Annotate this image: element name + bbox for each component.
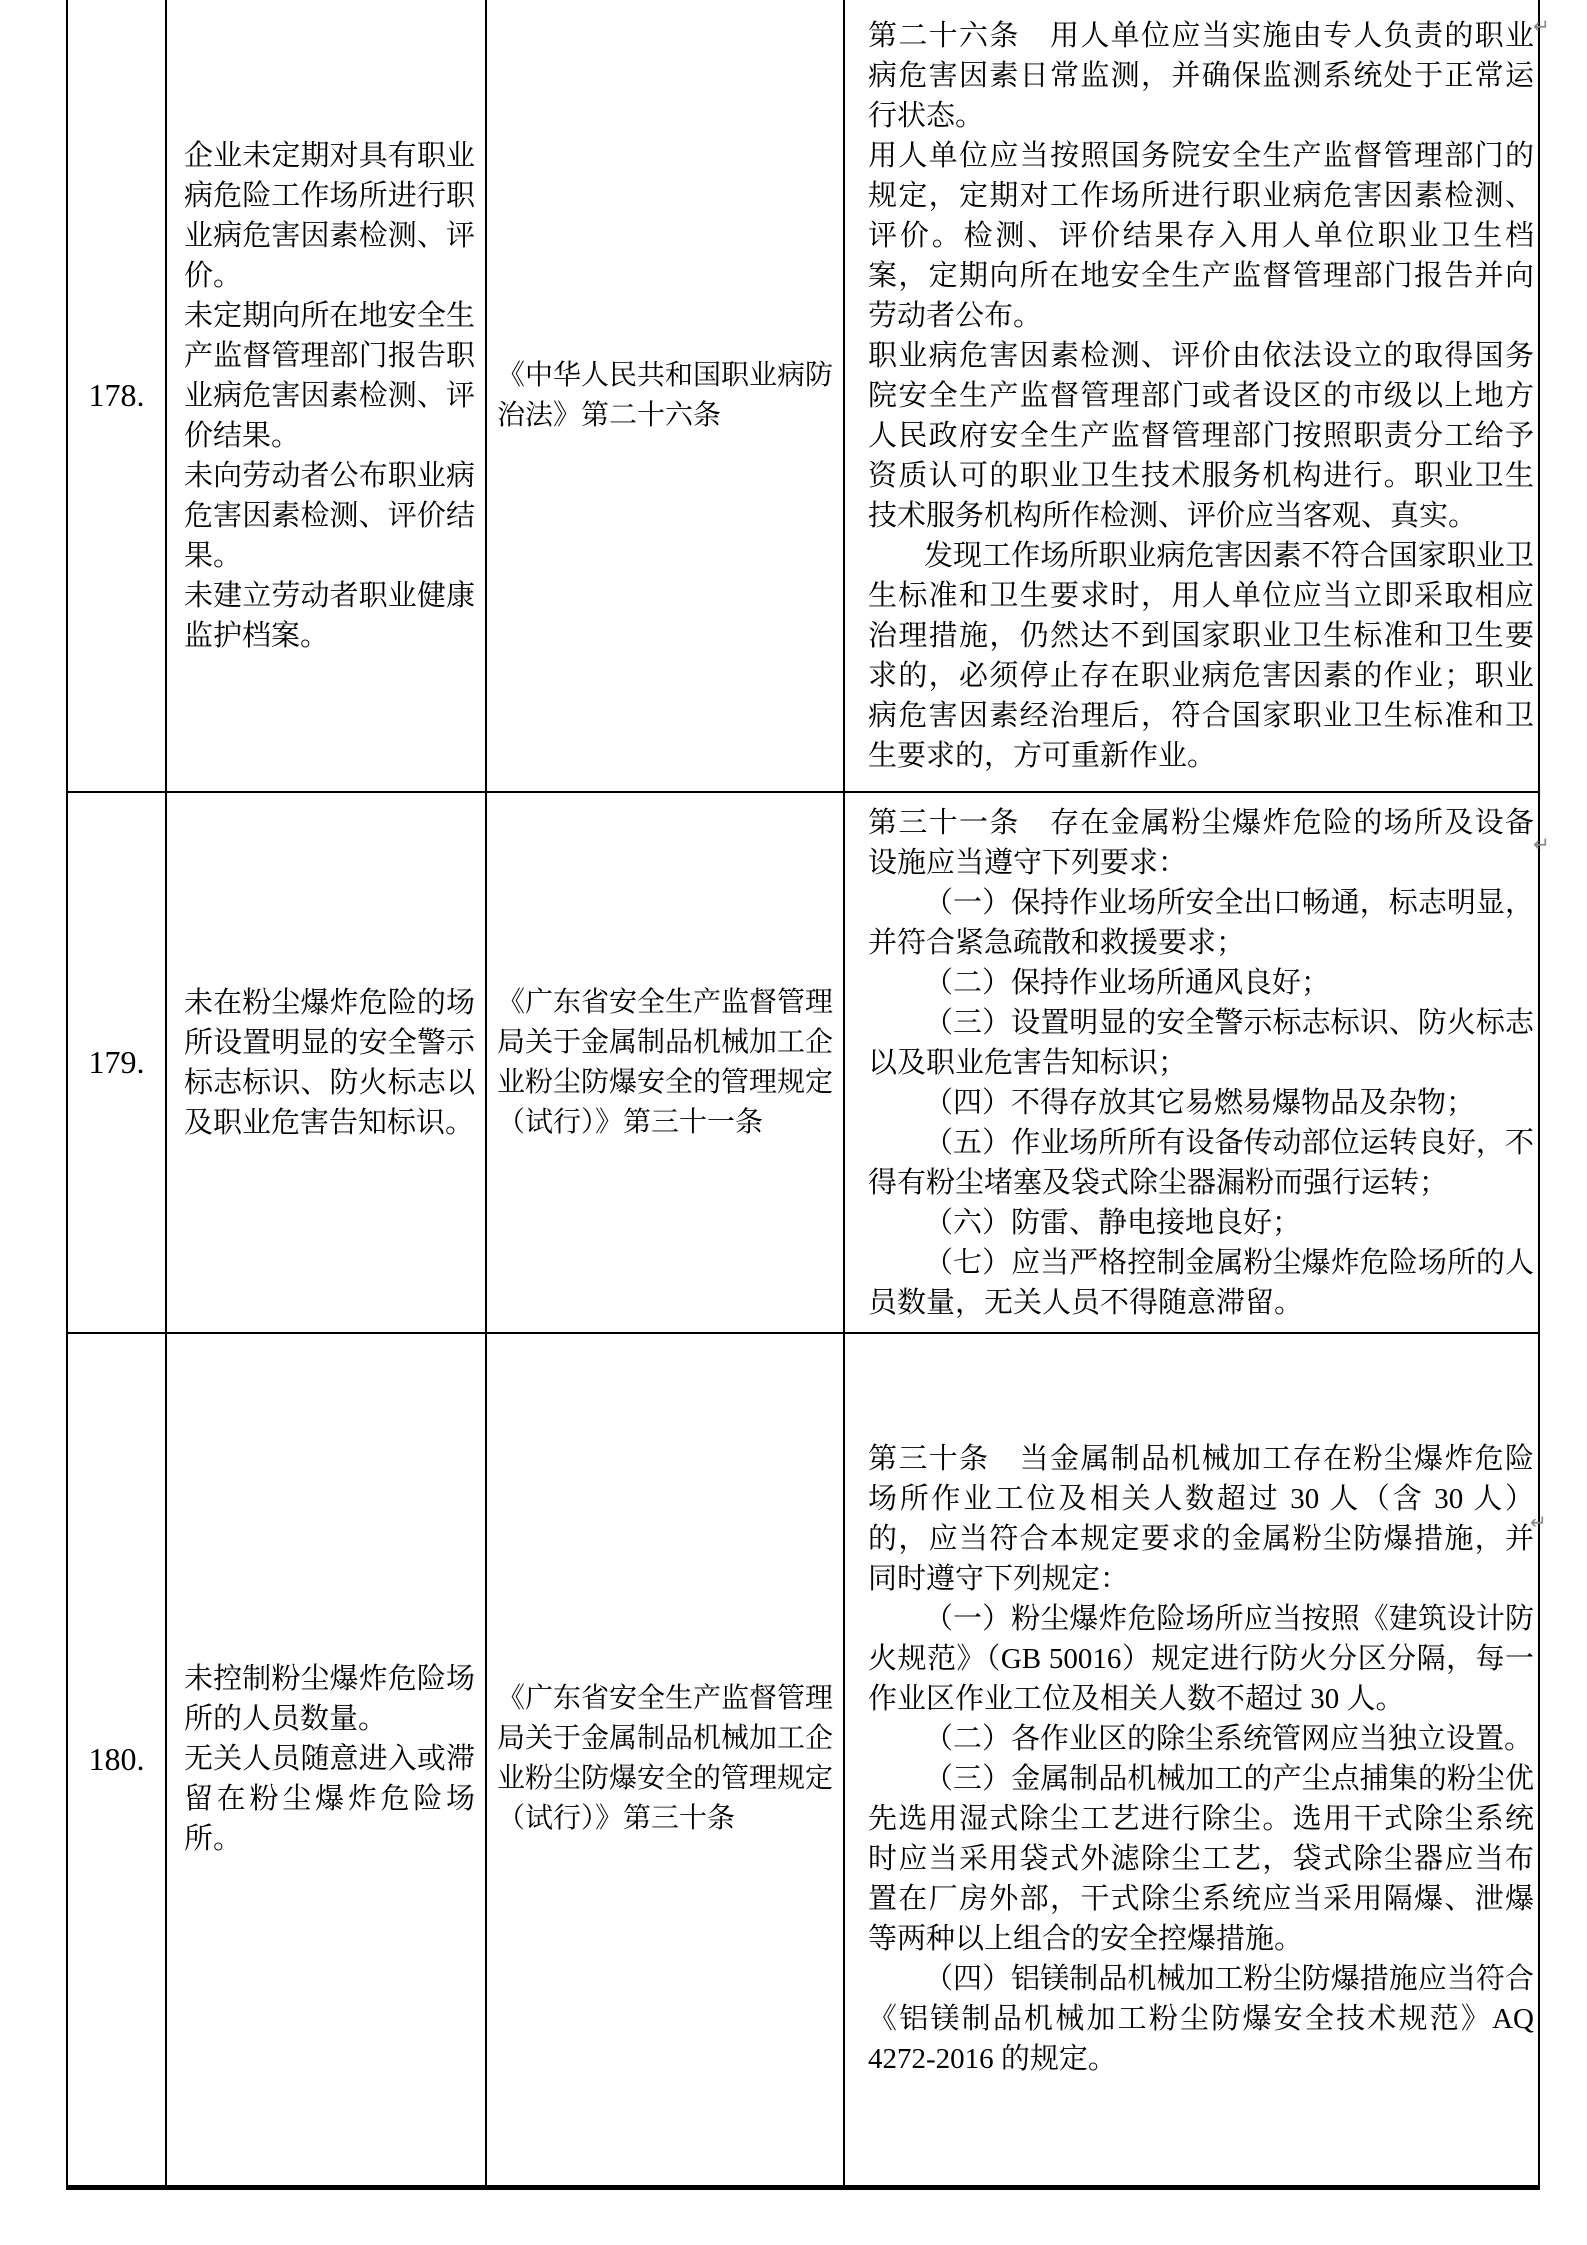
provision-paragraph: 发现工作场所职业病危害因素不符合国家职业卫生标准和卫生要求时，用人单位应当立即采取相应治理措施，仍然达不到国家职业卫生标准和卫生要求的，必须停止存在职业病危害因素的作业；职业病危害因素经治理后，符合国家职业卫生标准和卫生要求的，方可重新作业。 — [868, 539, 1534, 772]
legal-basis-text: 《中华人民共和国职业病防治法》第二十六条 — [497, 359, 834, 431]
provision-paragraph: （三）设置明显的安全警示标志标识、防火标志以及职业危害告知标识； — [868, 1006, 1534, 1079]
provision-paragraph: （六）防雷、静电接地良好； — [924, 1206, 1302, 1239]
provision-paragraph: （二）各作业区的除尘系统管网应当独立设置。 — [924, 1723, 1534, 1756]
provision-text-cell — [844, 0, 1539, 792]
provision-paragraph: （四）铝镁制品机械加工粉尘防爆措施应当符合《铝镁制品机械加工粉尘防爆安全技术规范》AQ 4272-2016 的规定。 — [868, 1963, 1534, 2076]
table-row — [67, 1333, 1539, 2187]
provision-paragraph: （三）金属制品机械加工的产尘点捕集的粉尘优先选用湿式除尘工艺进行除尘。选用干式除尘系统时应当采用袋式外滤除尘工艺，袋式除尘器应当布置在厂房外部，干式除尘系统应当采用隔爆、泄爆等两种以上组合的安全控爆措施。 — [868, 1763, 1534, 1956]
legal-basis-text: 《广东省安全生产监督管理局关于金属制品机械加工企业粉尘防爆安全的管理规定（试行）》第三十条 — [497, 1683, 834, 1835]
violation-paragraph: 未向劳动者公布职业病危害因素检测、评价结果。 — [184, 459, 475, 572]
paragraph-return-mark: ↵ — [1533, 14, 1550, 38]
legal-basis-text: 《广东省安全生产监督管理局关于金属制品机械加工企业粉尘防爆安全的管理规定（试行）》第三十一条 — [497, 986, 834, 1138]
violation-description-cell — [166, 1333, 486, 2187]
violation-paragraph: 未定期向所在地安全生产监督管理部门报告职业病危害因素检测、评价结果。 — [184, 299, 475, 452]
provision-paragraph: （一）粉尘爆炸危险场所应当按照《建筑设计防火规范》（GB 50016）规定进行防火分区分隔，每一作业区作业工位及相关人数不超过 30 人。 — [868, 1603, 1534, 1716]
provision-paragraph: （一）保持作业场所安全出口畅通，标志明显，并符合紧急疏散和救援要求； — [868, 886, 1534, 959]
provision-paragraph: 第三十一条 存在金属粉尘爆炸危险的场所及设备设施应当遵守下列要求： — [868, 806, 1534, 879]
violation-description-cell — [166, 0, 486, 792]
provision-paragraph: （五）作业场所所有设备传动部位运转良好，不得有粉尘堵塞及袋式除尘器漏粉而强行运转； — [868, 1126, 1534, 1199]
provision-text-cell — [844, 792, 1539, 1333]
provision-paragraph: （七）应当严格控制金属粉尘爆炸危险场所的人员数量，无关人员不得随意滞留。 — [868, 1246, 1534, 1319]
provision-paragraph: 第三十条 当金属制品机械加工存在粉尘爆炸危险场所作业工位及相关人数超过 30 人（含 30 人）的，应当符合本规定要求的金属粉尘防爆措施，并同时遵守下列规定： — [868, 1443, 1534, 1596]
violation-paragraph: 未控制粉尘爆炸危险场所的人员数量。 — [184, 1663, 475, 1736]
provision-paragraph: 第二十六条 用人单位应当实施由专人负责的职业病危害因素日常监测，并确保监测系统处于正常运行状态。 — [868, 19, 1534, 132]
violation-description-cell — [166, 792, 486, 1333]
row-number-cell: 179. — [67, 792, 166, 1333]
violation-paragraph: 未在粉尘爆炸危险的场所设置明显的安全警示标志标识、防火标志以及职业危害告知标识。 — [184, 986, 475, 1139]
provision-paragraph: （四）不得存放其它易燃易爆物品及杂物； — [924, 1086, 1476, 1119]
table-row — [67, 792, 1539, 1333]
legal-basis-cell — [486, 792, 844, 1333]
provision-paragraph: 职业病危害因素检测、评价由依法设立的取得国务院安全生产监督管理部门或者设区的市级以上地方人民政府安全生产监督管理部门按照职责分工给予资质认可的职业卫生技术服务机构进行。职业卫生技术服务机构所作检测、评价应当客观、真实。 — [868, 339, 1534, 532]
provision-text-cell — [844, 1333, 1539, 2187]
violation-table-body — [67, 0, 1539, 2187]
row-number-cell: 180. — [67, 1333, 166, 2187]
provision-paragraph: （二）保持作业场所通风良好； — [924, 966, 1331, 999]
violation-paragraph: 无关人员随意进入或滞留在粉尘爆炸危险场所。 — [184, 1743, 475, 1856]
table-row — [67, 0, 1539, 792]
paragraph-return-mark: ↵ — [1533, 832, 1550, 856]
violation-paragraph: 未建立劳动者职业健康监护档案。 — [184, 579, 475, 652]
legal-basis-cell — [486, 1333, 844, 2187]
provision-paragraph: 用人单位应当按照国务院安全生产监督管理部门的规定，定期对工作场所进行职业病危害因素检测、评价。检测、评价结果存入用人单位职业卫生档案，定期向所在地安全生产监督管理部门报告并向劳动者公布。 — [868, 139, 1534, 332]
row-number-cell: 178. — [67, 0, 166, 792]
legal-basis-cell — [486, 0, 844, 792]
paragraph-return-mark: ↵ — [1530, 1510, 1547, 1534]
violation-paragraph: 企业未定期对具有职业病危险工作场所进行职业病危害因素检测、评价。 — [184, 139, 475, 292]
violation-table — [66, 0, 1540, 2190]
